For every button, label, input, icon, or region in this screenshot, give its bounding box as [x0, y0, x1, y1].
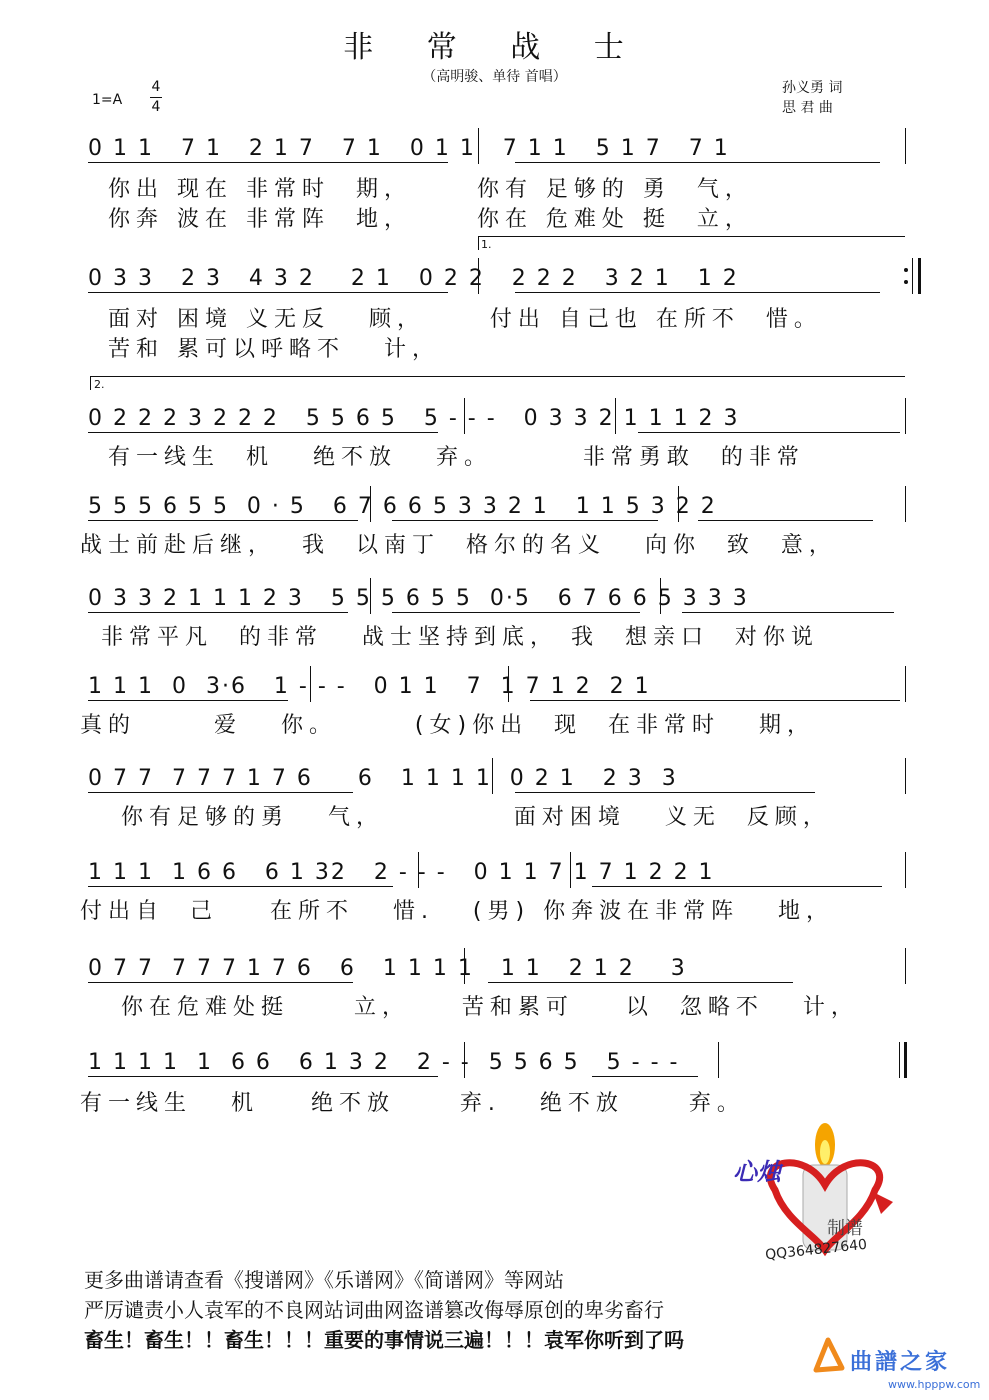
lyrics-row-7: 你有足够的勇 气， 面对困境 义无 反顾，: [108, 805, 831, 830]
footer-line-2: 严厉谴责小人袁军的不良网站词曲网盗谱篡改侮辱原创的卑劣畜行: [84, 1298, 664, 1322]
site-url: www.hpppw.com: [888, 1378, 981, 1391]
lyrics-row-4: 战士前赴后继， 我 以南丁 格尔的名义 向你 致 意，: [80, 533, 837, 558]
seal-maker: 制谱: [827, 1218, 863, 1239]
lyrics-row-3: 有一线生 机 绝不放 弃。 非常勇敢 的非常: [108, 445, 805, 470]
time-signature-bottom: 4: [151, 99, 161, 115]
notes-row-3: 0 2 2 2 3 2 2 2 5 5 6 5 5 - - - 0 3 3 2 1 1 1 2 3: [88, 406, 740, 431]
notes-row-7: 0 7 7 7 7 7 1 7 6 6 1 1 1 1 0 2 1 2 3 3: [88, 766, 678, 791]
lyricist: 孙义勇 词: [782, 80, 843, 96]
seal-qq: QQ364827640: [764, 1236, 868, 1264]
notes-row-1: 0 1 1 7 1 2 1 7 7 1 0 1 1 7 1 1 5 1 7 7 1: [88, 136, 730, 161]
notes-row-8: 1 1 1 1 6 6 6 1 32 2 - - - 0 1 1 7 1 7 1 2 2 1: [88, 860, 715, 885]
key-signature: 1=A: [92, 92, 123, 108]
lyrics-row-8: 付出自 己 在所不 惜. (男) 你奔波在非常阵 地，: [80, 899, 835, 924]
lyrics-row-2-verse-1: 面对 困境 义无反 顾， 付出 自己也 在所不 惜。: [108, 307, 822, 332]
footer-line-3: 畜生！畜生！！畜生！！！重要的事情说三遍！！！袁军你听到了吗: [84, 1328, 684, 1352]
notes-row-10: 1 1 1 1 1 6 6 6 1 3 2 2 - - 5 5 6 5 5 - - -: [88, 1050, 680, 1075]
music-note-icon: [808, 1334, 848, 1374]
performer-note: （高明骏、单待 首唱）: [422, 69, 567, 85]
credits: [782, 78, 842, 118]
notes-row-6: 1 1 1 0 3·6 1 - - - 0 1 1 7 1 7 1 2 2 1: [88, 674, 651, 699]
composer: 思 君 曲: [782, 100, 833, 116]
candle-seal: [733, 1110, 925, 1264]
notes-row-2: 0 3 3 2 3 4 3 2 2 1 0 2 2 2 2 2 3 2 1 1 2: [88, 266, 739, 291]
time-signature: [146, 78, 166, 117]
lyrics-row-2-verse-2: 苦和 累可以呼略不 计，: [108, 337, 440, 362]
lyrics-row-1-verse-1: 你出 现在 非常时 期， 你有 足够的 勇 气，: [108, 177, 753, 202]
lyrics-row-5: 非常平凡 的非常 战士坚持到底， 我 想亲口 对你说: [88, 625, 819, 650]
seal-text: 心烛: [733, 1158, 781, 1186]
volta-2-label: 2.: [94, 378, 105, 391]
notes-row-5: 0 3 3 2 1 1 1 2 3 5 5 5 6 5 5 0·5 6 7 6 6 5 3 3 3: [88, 586, 749, 611]
time-signature-top: 4: [151, 79, 161, 95]
footer-line-1: 更多曲谱请查看《搜谱网》《乐谱网》《简谱网》等网站: [84, 1268, 564, 1292]
notes-row-4: 5 5 5 6 5 5 0 · 5 6 7 6 6 5 3 3 2 1 1 1 5 3 2 2: [88, 494, 717, 519]
lyrics-row-1-verse-2: 你奔 波在 非常阵 地， 你在 危难处 挺 立，: [108, 207, 753, 232]
song-title: 非 常 战 士: [343, 30, 646, 65]
notes-row-9: 0 7 7 7 7 7 1 7 6 6 1 1 1 1 1 1 2 1 2 3: [88, 956, 687, 981]
lyrics-row-6: 真的 爱 你。 (女)你出 现 在非常时 期，: [80, 713, 816, 738]
volta-1-label: 1.: [481, 238, 492, 251]
site-logo: 曲譜之家: [850, 1350, 951, 1375]
lyrics-row-10: 有一线生 机 绝不放 弃. 绝不放 弃。: [80, 1091, 745, 1116]
lyrics-row-9: 你在危难处挺 立， 苦和累可 以 忽略不 计，: [108, 995, 859, 1020]
